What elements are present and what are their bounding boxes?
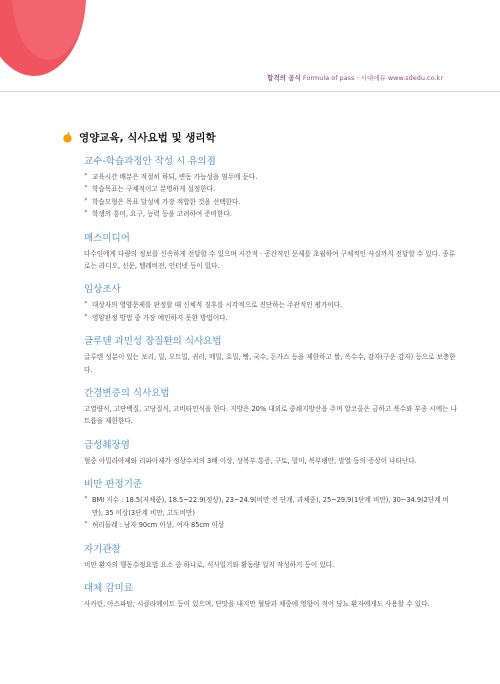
list-item-text: 학습모형은 목표 달성에 가장 적합한 것을 선택한다. — [92, 197, 241, 206]
section-body: 다수인에게 다량의 정보를 신속하게 전달할 수 있으며 시간적 · 공간적인 문제를 초월하여 구체적인 사실까지 전달할 수 있다. 종류로는 라디오, 신문, 텔레비전, 인터넷 등이 있다. — [84, 249, 456, 271]
list-item — [84, 299, 458, 311]
section-body: 고열량식, 고단백질, 고당질식, 고비타민식을 한다. 지방은 20% 내외로 중쇄지방산을 주며 알코올은 금하고 복수와 부종 시에는 나트륨을 제한한다. — [84, 405, 457, 426]
section-body: 혈중 아밀라아제와 리파아제가 정상수치의 3배 이상, 상복부 통증, 구토, 멀미, 복부팽만, 발열 등의 증상이 나타난다. — [84, 456, 417, 465]
section-lesson-plan — [84, 153, 458, 221]
section-title: 교수-학습과정안 작성 시 유의점 — [84, 156, 216, 167]
apple-icon — [62, 132, 73, 143]
section-title: 비만 판정기준 — [84, 479, 143, 491]
bullet-icon: » — [84, 171, 88, 178]
list-item-text: BMI 지수 : 18.5(저체중), 18.5~22.9(정상), 23~24.9(비만 전 단계, 과체중), 25~29.9(1단계 비만), 30~34.9(2단계 비만), 35 이상(3단계 비만, 고도비만) — [92, 496, 450, 517]
list-item-text: 영양판정 방법 중 가장 예민하지 못한 방법이다. — [92, 313, 228, 322]
list-item — [84, 196, 458, 208]
page-title-row — [62, 130, 458, 145]
section-clinical-survey — [84, 281, 458, 324]
list-item-text: 허리둘레 : 남자 90cm 이상, 여자 85cm 이상 — [92, 521, 225, 530]
header-tagline — [267, 73, 443, 82]
section-obesity-criteria — [84, 476, 458, 531]
list-item-text: 대상자의 영양문제를 판정할 때 신체적 징후를 시각적으로 진단하는 주관적인 평가이다. — [92, 301, 343, 310]
bullet-icon: » — [84, 519, 88, 527]
section-sweeteners — [84, 580, 458, 610]
list-item — [84, 183, 458, 195]
list-item-text: 교육시간 배분은 적절히 하되, 변동 가능성을 염두에 둔다. — [92, 173, 258, 181]
bullet-icon: » — [84, 299, 88, 307]
list-item-text: 학습목표는 구체적이고 분명하게 설정한다. — [92, 185, 216, 194]
section-title: 임상조사 — [84, 284, 121, 296]
list-item-text: 학생의 흥미, 요구, 능력 등을 고려하여 준비한다. — [92, 210, 232, 219]
bullet-icon: » — [84, 208, 88, 216]
section-title: 급성췌장염 — [84, 439, 130, 451]
tagline-text: Formula of pass · 시대에듀 www.sdedu.co.kr — [302, 74, 443, 82]
section-acute-pancreatitis — [84, 437, 458, 467]
list-item — [84, 171, 458, 183]
section-title: 자기관찰 — [84, 543, 121, 555]
list-item — [84, 208, 458, 220]
bullet-icon: » — [84, 311, 88, 319]
section-title: 매스미디어 — [84, 232, 130, 244]
list-item — [84, 312, 458, 324]
bullet-icon: » — [84, 183, 88, 191]
section-body: 비만 환자의 행동수정요법 요소 중 하나로, 식사일기와 활동량 일지 작성하기 등이 있다. — [84, 560, 335, 569]
tagline-bold: 합격의 공식 — [267, 74, 301, 82]
section-body: 글루텐 성분이 있는 보리, 밀, 오트밀, 귀리, 메밀, 호밀, 빵, 국수, 돈가스 등을 제한하고 쌀, 옥수수, 감자(구운 감자) 등으로 보충한다. — [84, 353, 456, 374]
section-gluten-diet — [84, 333, 458, 376]
bullet-icon: » — [84, 494, 88, 502]
list-item — [84, 494, 458, 519]
list-item — [84, 519, 458, 531]
section-title: 간경변증의 식사요법 — [84, 388, 170, 400]
section-self-monitoring — [84, 541, 458, 571]
bullet-icon: » — [84, 195, 88, 203]
section-cirrhosis-diet — [84, 385, 458, 428]
section-title: 글루텐 과민성 장질환의 식사요법 — [84, 336, 222, 348]
page-title: 영양교육, 식사요법 및 생리학 — [79, 132, 216, 144]
section-mass-media — [84, 230, 458, 273]
section-title: 대체 감미료 — [84, 582, 133, 594]
header-divider — [0, 91, 500, 92]
section-body: 사카린, 아스파탐, 시클라메이트 등이 있으며, 단맛을 내지만 혈당과 체중에 영향이 적어 당뇨 환자에게도 사용할 수 있다. — [84, 599, 430, 608]
page-content — [62, 130, 458, 619]
decorative-header-graphic — [0, 0, 500, 100]
